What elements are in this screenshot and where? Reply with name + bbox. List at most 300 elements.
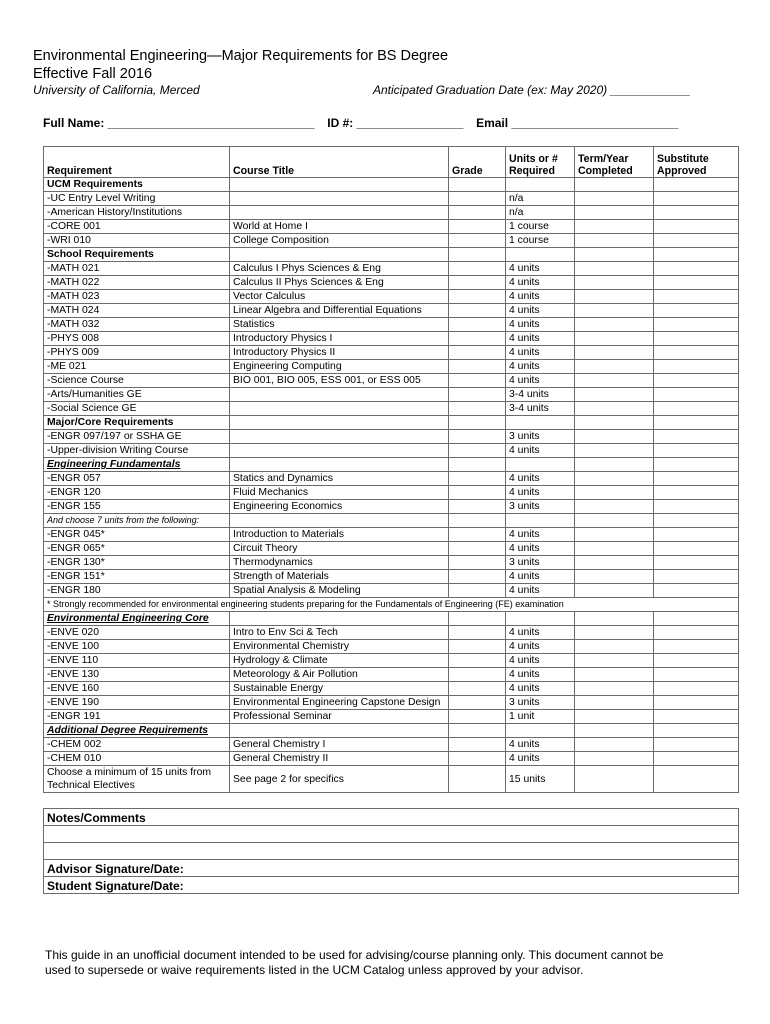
grade-cell[interactable] bbox=[449, 430, 506, 444]
course-title-cell: Sustainable Energy bbox=[230, 682, 449, 696]
grade-cell[interactable] bbox=[449, 234, 506, 248]
units-cell: 3 units bbox=[506, 556, 575, 570]
course-title-cell bbox=[230, 430, 449, 444]
requirement-cell: -ENVE 130 bbox=[44, 668, 230, 682]
requirement-cell: -MATH 024 bbox=[44, 304, 230, 318]
table-row bbox=[44, 542, 739, 556]
units-cell: 4 units bbox=[506, 584, 575, 598]
requirement-cell: -CORE 001 bbox=[44, 220, 230, 234]
course-title-cell: Meteorology & Air Pollution bbox=[230, 668, 449, 682]
units-cell: 3 units bbox=[506, 430, 575, 444]
grade-cell[interactable] bbox=[449, 444, 506, 458]
course-title-cell: Introduction to Materials bbox=[230, 528, 449, 542]
substitute-approved-cell[interactable] bbox=[654, 612, 739, 626]
substitute-approved-cell[interactable] bbox=[654, 766, 739, 793]
units-cell: 3 units bbox=[506, 500, 575, 514]
table-row bbox=[44, 444, 739, 458]
term-completed-cell[interactable] bbox=[575, 206, 654, 220]
table-row bbox=[44, 752, 739, 766]
grade-cell[interactable] bbox=[449, 276, 506, 290]
grade-cell[interactable] bbox=[449, 192, 506, 206]
substitute-approved-cell[interactable] bbox=[654, 640, 739, 654]
header-requirement: Requirement bbox=[44, 147, 230, 178]
course-title-cell: World at Home I bbox=[230, 220, 449, 234]
units-cell: 1 unit bbox=[506, 710, 575, 724]
course-title-cell: Hydrology & Climate bbox=[230, 654, 449, 668]
substitute-approved-cell[interactable] bbox=[654, 388, 739, 402]
substitute-approved-cell[interactable] bbox=[654, 360, 739, 374]
grade-cell[interactable] bbox=[449, 766, 506, 793]
substitute-approved-cell[interactable] bbox=[654, 262, 739, 276]
substitute-approved-cell[interactable] bbox=[654, 556, 739, 570]
term-completed-cell[interactable] bbox=[575, 332, 654, 346]
title-line-1: Environmental Engineering—Major Requirements for BS Degree bbox=[33, 48, 449, 64]
graduation-date-field[interactable]: Anticipated Graduation Date (ex: May 2020) ____________ bbox=[373, 83, 691, 97]
course-title-cell: Engineering Economics bbox=[230, 500, 449, 514]
units-cell: n/a bbox=[506, 206, 575, 220]
requirement-cell: -ENGR 180 bbox=[44, 584, 230, 598]
table-row bbox=[44, 332, 739, 346]
term-completed-cell[interactable] bbox=[575, 556, 654, 570]
section-heading: Environmental Engineering Core bbox=[44, 612, 230, 626]
requirement-cell: -WRI 010 bbox=[44, 234, 230, 248]
units-cell: 4 units bbox=[506, 654, 575, 668]
course-title-cell: Spatial Analysis & Modeling bbox=[230, 584, 449, 598]
term-completed-cell[interactable] bbox=[575, 192, 654, 206]
requirement-cell: -ENVE 160 bbox=[44, 682, 230, 696]
section-heading: Engineering Fundamentals bbox=[44, 458, 230, 472]
substitute-approved-cell[interactable] bbox=[654, 752, 739, 766]
requirement-cell: -Upper-division Writing Course bbox=[44, 444, 230, 458]
requirement-cell: -MATH 021 bbox=[44, 262, 230, 276]
course-title-cell bbox=[230, 416, 449, 430]
substitute-approved-cell[interactable] bbox=[654, 290, 739, 304]
substitute-approved-cell[interactable] bbox=[654, 206, 739, 220]
substitute-approved-cell[interactable] bbox=[654, 486, 739, 500]
course-title-cell: College Composition bbox=[230, 234, 449, 248]
table-row bbox=[44, 514, 739, 528]
term-completed-cell[interactable] bbox=[575, 374, 654, 388]
requirement-cell: -Arts/Humanities GE bbox=[44, 388, 230, 402]
course-title-cell: Calculus II Phys Sciences & Eng bbox=[230, 276, 449, 290]
student-info-row bbox=[43, 116, 743, 130]
substitute-approved-cell[interactable] bbox=[654, 318, 739, 332]
substitute-approved-cell[interactable] bbox=[654, 304, 739, 318]
grade-cell[interactable] bbox=[449, 290, 506, 304]
grade-cell[interactable] bbox=[449, 374, 506, 388]
substitute-approved-cell[interactable] bbox=[654, 654, 739, 668]
substitute-approved-cell[interactable] bbox=[654, 332, 739, 346]
requirement-cell: -ENGR 120 bbox=[44, 486, 230, 500]
course-title-cell: Fluid Mechanics bbox=[230, 486, 449, 500]
table-row bbox=[44, 626, 739, 640]
section-heading: And choose 7 units from the following: bbox=[44, 514, 230, 528]
term-completed-cell[interactable] bbox=[575, 472, 654, 486]
table-row bbox=[44, 654, 739, 668]
units-cell: 4 units bbox=[506, 262, 575, 276]
course-title-cell: Circuit Theory bbox=[230, 542, 449, 556]
term-completed-cell[interactable] bbox=[575, 654, 654, 668]
term-completed-cell[interactable] bbox=[575, 458, 654, 472]
units-cell: 3-4 units bbox=[506, 402, 575, 416]
grade-cell[interactable] bbox=[449, 724, 506, 738]
header-term: Term/Year Completed bbox=[575, 147, 654, 178]
subheader bbox=[33, 83, 723, 97]
requirement-cell: -ME 021 bbox=[44, 360, 230, 374]
table-row bbox=[44, 290, 739, 304]
course-title-cell: General Chemistry I bbox=[230, 738, 449, 752]
units-cell bbox=[506, 724, 575, 738]
requirement-cell: -ENGR 155 bbox=[44, 500, 230, 514]
requirement-cell: -American History/Institutions bbox=[44, 206, 230, 220]
course-title-cell: Professional Seminar bbox=[230, 710, 449, 724]
grade-cell[interactable] bbox=[449, 626, 506, 640]
units-cell: 4 units bbox=[506, 332, 575, 346]
notes-label: Notes/Comments bbox=[44, 809, 739, 826]
page-title bbox=[33, 47, 448, 83]
substitute-approved-cell[interactable] bbox=[654, 514, 739, 528]
substitute-approved-cell[interactable] bbox=[654, 500, 739, 514]
table-row bbox=[44, 472, 739, 486]
substitute-approved-cell[interactable] bbox=[654, 710, 739, 724]
substitute-approved-cell[interactable] bbox=[654, 220, 739, 234]
requirement-cell: -CHEM 002 bbox=[44, 738, 230, 752]
grade-cell[interactable] bbox=[449, 388, 506, 402]
table-row bbox=[44, 598, 739, 612]
course-title-cell bbox=[230, 612, 449, 626]
substitute-approved-cell[interactable] bbox=[654, 192, 739, 206]
table-row bbox=[44, 248, 739, 262]
substitute-approved-cell[interactable] bbox=[654, 584, 739, 598]
units-cell bbox=[506, 458, 575, 472]
term-completed-cell[interactable] bbox=[575, 248, 654, 262]
term-completed-cell[interactable] bbox=[575, 626, 654, 640]
units-cell: 1 course bbox=[506, 234, 575, 248]
course-title-cell: Thermodynamics bbox=[230, 556, 449, 570]
title-line-2: Effective Fall 2016 bbox=[33, 66, 153, 82]
table-row bbox=[44, 640, 739, 654]
units-cell bbox=[506, 416, 575, 430]
term-completed-cell[interactable] bbox=[575, 528, 654, 542]
term-completed-cell[interactable] bbox=[575, 710, 654, 724]
grade-cell[interactable] bbox=[449, 738, 506, 752]
units-cell: 4 units bbox=[506, 374, 575, 388]
grade-cell[interactable] bbox=[449, 514, 506, 528]
substitute-approved-cell[interactable] bbox=[654, 374, 739, 388]
units-cell: 4 units bbox=[506, 486, 575, 500]
units-cell: n/a bbox=[506, 192, 575, 206]
grade-cell[interactable] bbox=[449, 248, 506, 262]
units-cell: 4 units bbox=[506, 360, 575, 374]
table-row bbox=[44, 584, 739, 598]
term-completed-cell[interactable] bbox=[575, 346, 654, 360]
table-row bbox=[44, 430, 739, 444]
grade-cell[interactable] bbox=[449, 556, 506, 570]
table-row bbox=[44, 682, 739, 696]
table-row bbox=[44, 220, 739, 234]
units-cell: 4 units bbox=[506, 752, 575, 766]
requirements-table bbox=[43, 146, 739, 793]
table-row bbox=[44, 402, 739, 416]
term-completed-cell[interactable] bbox=[575, 430, 654, 444]
term-completed-cell[interactable] bbox=[575, 318, 654, 332]
table-row bbox=[44, 318, 739, 332]
term-completed-cell[interactable] bbox=[575, 682, 654, 696]
substitute-approved-cell[interactable] bbox=[654, 668, 739, 682]
table-row bbox=[44, 388, 739, 402]
course-title-cell: Introductory Physics II bbox=[230, 346, 449, 360]
table-row bbox=[44, 612, 739, 626]
term-completed-cell[interactable] bbox=[575, 262, 654, 276]
units-cell: 4 units bbox=[506, 542, 575, 556]
grade-cell[interactable] bbox=[449, 682, 506, 696]
header-substitute: Substitute Approved bbox=[654, 147, 739, 178]
requirement-cell: -ENVE 100 bbox=[44, 640, 230, 654]
term-completed-cell[interactable] bbox=[575, 444, 654, 458]
table-row bbox=[44, 206, 739, 220]
requirement-cell: -ENGR 130* bbox=[44, 556, 230, 570]
table-row bbox=[44, 710, 739, 724]
units-cell: 4 units bbox=[506, 346, 575, 360]
substitute-approved-cell[interactable] bbox=[654, 724, 739, 738]
grade-cell[interactable] bbox=[449, 710, 506, 724]
substitute-approved-cell[interactable] bbox=[654, 626, 739, 640]
term-completed-cell[interactable] bbox=[575, 416, 654, 430]
course-title-cell: Environmental Engineering Capstone Design bbox=[230, 696, 449, 710]
units-cell: 4 units bbox=[506, 444, 575, 458]
grade-cell[interactable] bbox=[449, 752, 506, 766]
table-row bbox=[44, 738, 739, 752]
term-completed-cell[interactable] bbox=[575, 304, 654, 318]
grade-cell[interactable] bbox=[449, 668, 506, 682]
table-row bbox=[44, 178, 739, 192]
grade-cell[interactable] bbox=[449, 500, 506, 514]
notes-line-2[interactable] bbox=[44, 843, 739, 860]
requirement-cell: -ENGR 191 bbox=[44, 710, 230, 724]
term-completed-cell[interactable] bbox=[575, 570, 654, 584]
grade-cell[interactable] bbox=[449, 654, 506, 668]
section-heading: Major/Core Requirements bbox=[44, 416, 230, 430]
substitute-approved-cell[interactable] bbox=[654, 248, 739, 262]
requirement-cell: -ENVE 020 bbox=[44, 626, 230, 640]
units-cell: 4 units bbox=[506, 668, 575, 682]
course-title-cell: Linear Algebra and Differential Equations bbox=[230, 304, 449, 318]
grade-cell[interactable] bbox=[449, 346, 506, 360]
course-title-cell bbox=[230, 206, 449, 220]
substitute-approved-cell[interactable] bbox=[654, 346, 739, 360]
units-cell bbox=[506, 612, 575, 626]
term-completed-cell[interactable] bbox=[575, 402, 654, 416]
disclaimer-line-2: used to supersede or waive requirements listed in the UCM Catalog unless approved by your advisor. bbox=[45, 963, 584, 977]
units-cell: 4 units bbox=[506, 682, 575, 696]
course-title-cell: Statics and Dynamics bbox=[230, 472, 449, 486]
id-field[interactable]: ID #: ________________ bbox=[327, 116, 464, 130]
units-cell bbox=[506, 248, 575, 262]
substitute-approved-cell[interactable] bbox=[654, 178, 739, 192]
term-completed-cell[interactable] bbox=[575, 220, 654, 234]
grade-cell[interactable] bbox=[449, 262, 506, 276]
table-row bbox=[44, 696, 739, 710]
term-completed-cell[interactable] bbox=[575, 640, 654, 654]
term-completed-cell[interactable] bbox=[575, 234, 654, 248]
course-title-cell: See page 2 for specifics bbox=[230, 766, 449, 793]
course-title-cell: Calculus I Phys Sciences & Eng bbox=[230, 262, 449, 276]
units-cell: 1 course bbox=[506, 220, 575, 234]
substitute-approved-cell[interactable] bbox=[654, 570, 739, 584]
term-completed-cell[interactable] bbox=[575, 738, 654, 752]
course-title-cell: Environmental Chemistry bbox=[230, 640, 449, 654]
course-title-cell bbox=[230, 192, 449, 206]
units-cell: 4 units bbox=[506, 318, 575, 332]
table-row bbox=[44, 458, 739, 472]
requirement-cell: -MATH 032 bbox=[44, 318, 230, 332]
units-cell bbox=[506, 514, 575, 528]
requirement-cell: -ENGR 057 bbox=[44, 472, 230, 486]
grade-cell[interactable] bbox=[449, 402, 506, 416]
grade-cell[interactable] bbox=[449, 528, 506, 542]
requirement-cell: -ENGR 097/197 or SSHA GE bbox=[44, 430, 230, 444]
term-completed-cell[interactable] bbox=[575, 766, 654, 793]
table-row bbox=[44, 304, 739, 318]
course-title-cell: BIO 001, BIO 005, ESS 001, or ESS 005 bbox=[230, 374, 449, 388]
term-completed-cell[interactable] bbox=[575, 486, 654, 500]
university-name: University of California, Merced bbox=[33, 83, 200, 97]
grade-cell[interactable] bbox=[449, 542, 506, 556]
notes-line-1[interactable] bbox=[44, 826, 739, 843]
requirement-cell: -Social Science GE bbox=[44, 402, 230, 416]
section-heading: UCM Requirements bbox=[44, 178, 230, 192]
requirement-cell: -ENGR 151* bbox=[44, 570, 230, 584]
substitute-approved-cell[interactable] bbox=[654, 738, 739, 752]
substitute-approved-cell[interactable] bbox=[654, 444, 739, 458]
substitute-approved-cell[interactable] bbox=[654, 234, 739, 248]
course-title-cell: Strength of Materials bbox=[230, 570, 449, 584]
substitute-approved-cell[interactable] bbox=[654, 542, 739, 556]
term-completed-cell[interactable] bbox=[575, 752, 654, 766]
units-cell: 15 units bbox=[506, 766, 575, 793]
term-completed-cell[interactable] bbox=[575, 360, 654, 374]
substitute-approved-cell[interactable] bbox=[654, 682, 739, 696]
term-completed-cell[interactable] bbox=[575, 542, 654, 556]
units-cell: 4 units bbox=[506, 570, 575, 584]
table-row bbox=[44, 374, 739, 388]
requirement-cell: -ENVE 110 bbox=[44, 654, 230, 668]
table-row bbox=[44, 486, 739, 500]
term-completed-cell[interactable] bbox=[575, 668, 654, 682]
requirement-cell: Choose a minimum of 15 units from Technical Electives bbox=[44, 766, 230, 793]
course-title-cell: General Chemistry II bbox=[230, 752, 449, 766]
table-row bbox=[44, 724, 739, 738]
table-header-row bbox=[44, 147, 739, 178]
units-cell: 4 units bbox=[506, 738, 575, 752]
units-cell: 4 units bbox=[506, 304, 575, 318]
requirement-cell: -UC Entry Level Writing bbox=[44, 192, 230, 206]
units-cell: 4 units bbox=[506, 640, 575, 654]
full-name-field[interactable]: Full Name: _______________________________ bbox=[43, 116, 315, 130]
course-title-cell: Introductory Physics I bbox=[230, 332, 449, 346]
grade-cell[interactable] bbox=[449, 220, 506, 234]
term-completed-cell[interactable] bbox=[575, 724, 654, 738]
grade-cell[interactable] bbox=[449, 206, 506, 220]
substitute-approved-cell[interactable] bbox=[654, 528, 739, 542]
substitute-approved-cell[interactable] bbox=[654, 430, 739, 444]
course-title-cell: Intro to Env Sci & Tech bbox=[230, 626, 449, 640]
grade-cell[interactable] bbox=[449, 640, 506, 654]
substitute-approved-cell[interactable] bbox=[654, 696, 739, 710]
term-completed-cell[interactable] bbox=[575, 290, 654, 304]
disclaimer bbox=[45, 948, 735, 978]
units-cell: 4 units bbox=[506, 472, 575, 486]
grade-cell[interactable] bbox=[449, 332, 506, 346]
term-completed-cell[interactable] bbox=[575, 388, 654, 402]
table-row bbox=[44, 416, 739, 430]
grade-cell[interactable] bbox=[449, 570, 506, 584]
advisor-signature-field[interactable]: Advisor Signature/Date: bbox=[44, 860, 739, 877]
grade-cell[interactable] bbox=[449, 612, 506, 626]
term-completed-cell[interactable] bbox=[575, 584, 654, 598]
term-completed-cell[interactable] bbox=[575, 276, 654, 290]
term-completed-cell[interactable] bbox=[575, 500, 654, 514]
substitute-approved-cell[interactable] bbox=[654, 472, 739, 486]
grade-cell[interactable] bbox=[449, 318, 506, 332]
substitute-approved-cell[interactable] bbox=[654, 458, 739, 472]
section-heading: School Requirements bbox=[44, 248, 230, 262]
grade-cell[interactable] bbox=[449, 304, 506, 318]
header-course-title: Course Title bbox=[230, 147, 449, 178]
term-completed-cell[interactable] bbox=[575, 696, 654, 710]
requirement-cell: -MATH 023 bbox=[44, 290, 230, 304]
disclaimer-line-1: This guide in an unofficial document intended to be used for advising/course planning only. This document cannot be bbox=[45, 948, 664, 962]
substitute-approved-cell[interactable] bbox=[654, 416, 739, 430]
grade-cell[interactable] bbox=[449, 486, 506, 500]
notes-table bbox=[43, 808, 739, 894]
requirement-cell: -ENGR 045* bbox=[44, 528, 230, 542]
term-completed-cell[interactable] bbox=[575, 178, 654, 192]
term-completed-cell[interactable] bbox=[575, 612, 654, 626]
course-title-cell bbox=[230, 388, 449, 402]
grade-cell[interactable] bbox=[449, 472, 506, 486]
requirement-cell: -CHEM 010 bbox=[44, 752, 230, 766]
substitute-approved-cell[interactable] bbox=[654, 276, 739, 290]
header-grade: Grade bbox=[449, 147, 506, 178]
course-title-cell: Engineering Computing bbox=[230, 360, 449, 374]
substitute-approved-cell[interactable] bbox=[654, 402, 739, 416]
units-cell: 3-4 units bbox=[506, 388, 575, 402]
requirement-cell: -ENGR 065* bbox=[44, 542, 230, 556]
grade-cell[interactable] bbox=[449, 360, 506, 374]
requirement-cell: -Science Course bbox=[44, 374, 230, 388]
table-row bbox=[44, 570, 739, 584]
units-cell: 3 units bbox=[506, 696, 575, 710]
course-title-cell bbox=[230, 248, 449, 262]
table-row bbox=[44, 262, 739, 276]
email-field[interactable]: Email _________________________ bbox=[476, 116, 679, 130]
student-signature-field[interactable]: Student Signature/Date: bbox=[44, 877, 739, 894]
grade-cell[interactable] bbox=[449, 416, 506, 430]
grade-cell[interactable] bbox=[449, 584, 506, 598]
units-cell bbox=[506, 178, 575, 192]
course-title-cell bbox=[230, 514, 449, 528]
table-row bbox=[44, 500, 739, 514]
term-completed-cell[interactable] bbox=[575, 514, 654, 528]
course-title-cell bbox=[230, 178, 449, 192]
table-row bbox=[44, 766, 739, 793]
requirement-cell: -PHYS 009 bbox=[44, 346, 230, 360]
grade-cell[interactable] bbox=[449, 696, 506, 710]
grade-cell[interactable] bbox=[449, 458, 506, 472]
section-heading: Additional Degree Requirements bbox=[44, 724, 230, 738]
grade-cell[interactable] bbox=[449, 178, 506, 192]
